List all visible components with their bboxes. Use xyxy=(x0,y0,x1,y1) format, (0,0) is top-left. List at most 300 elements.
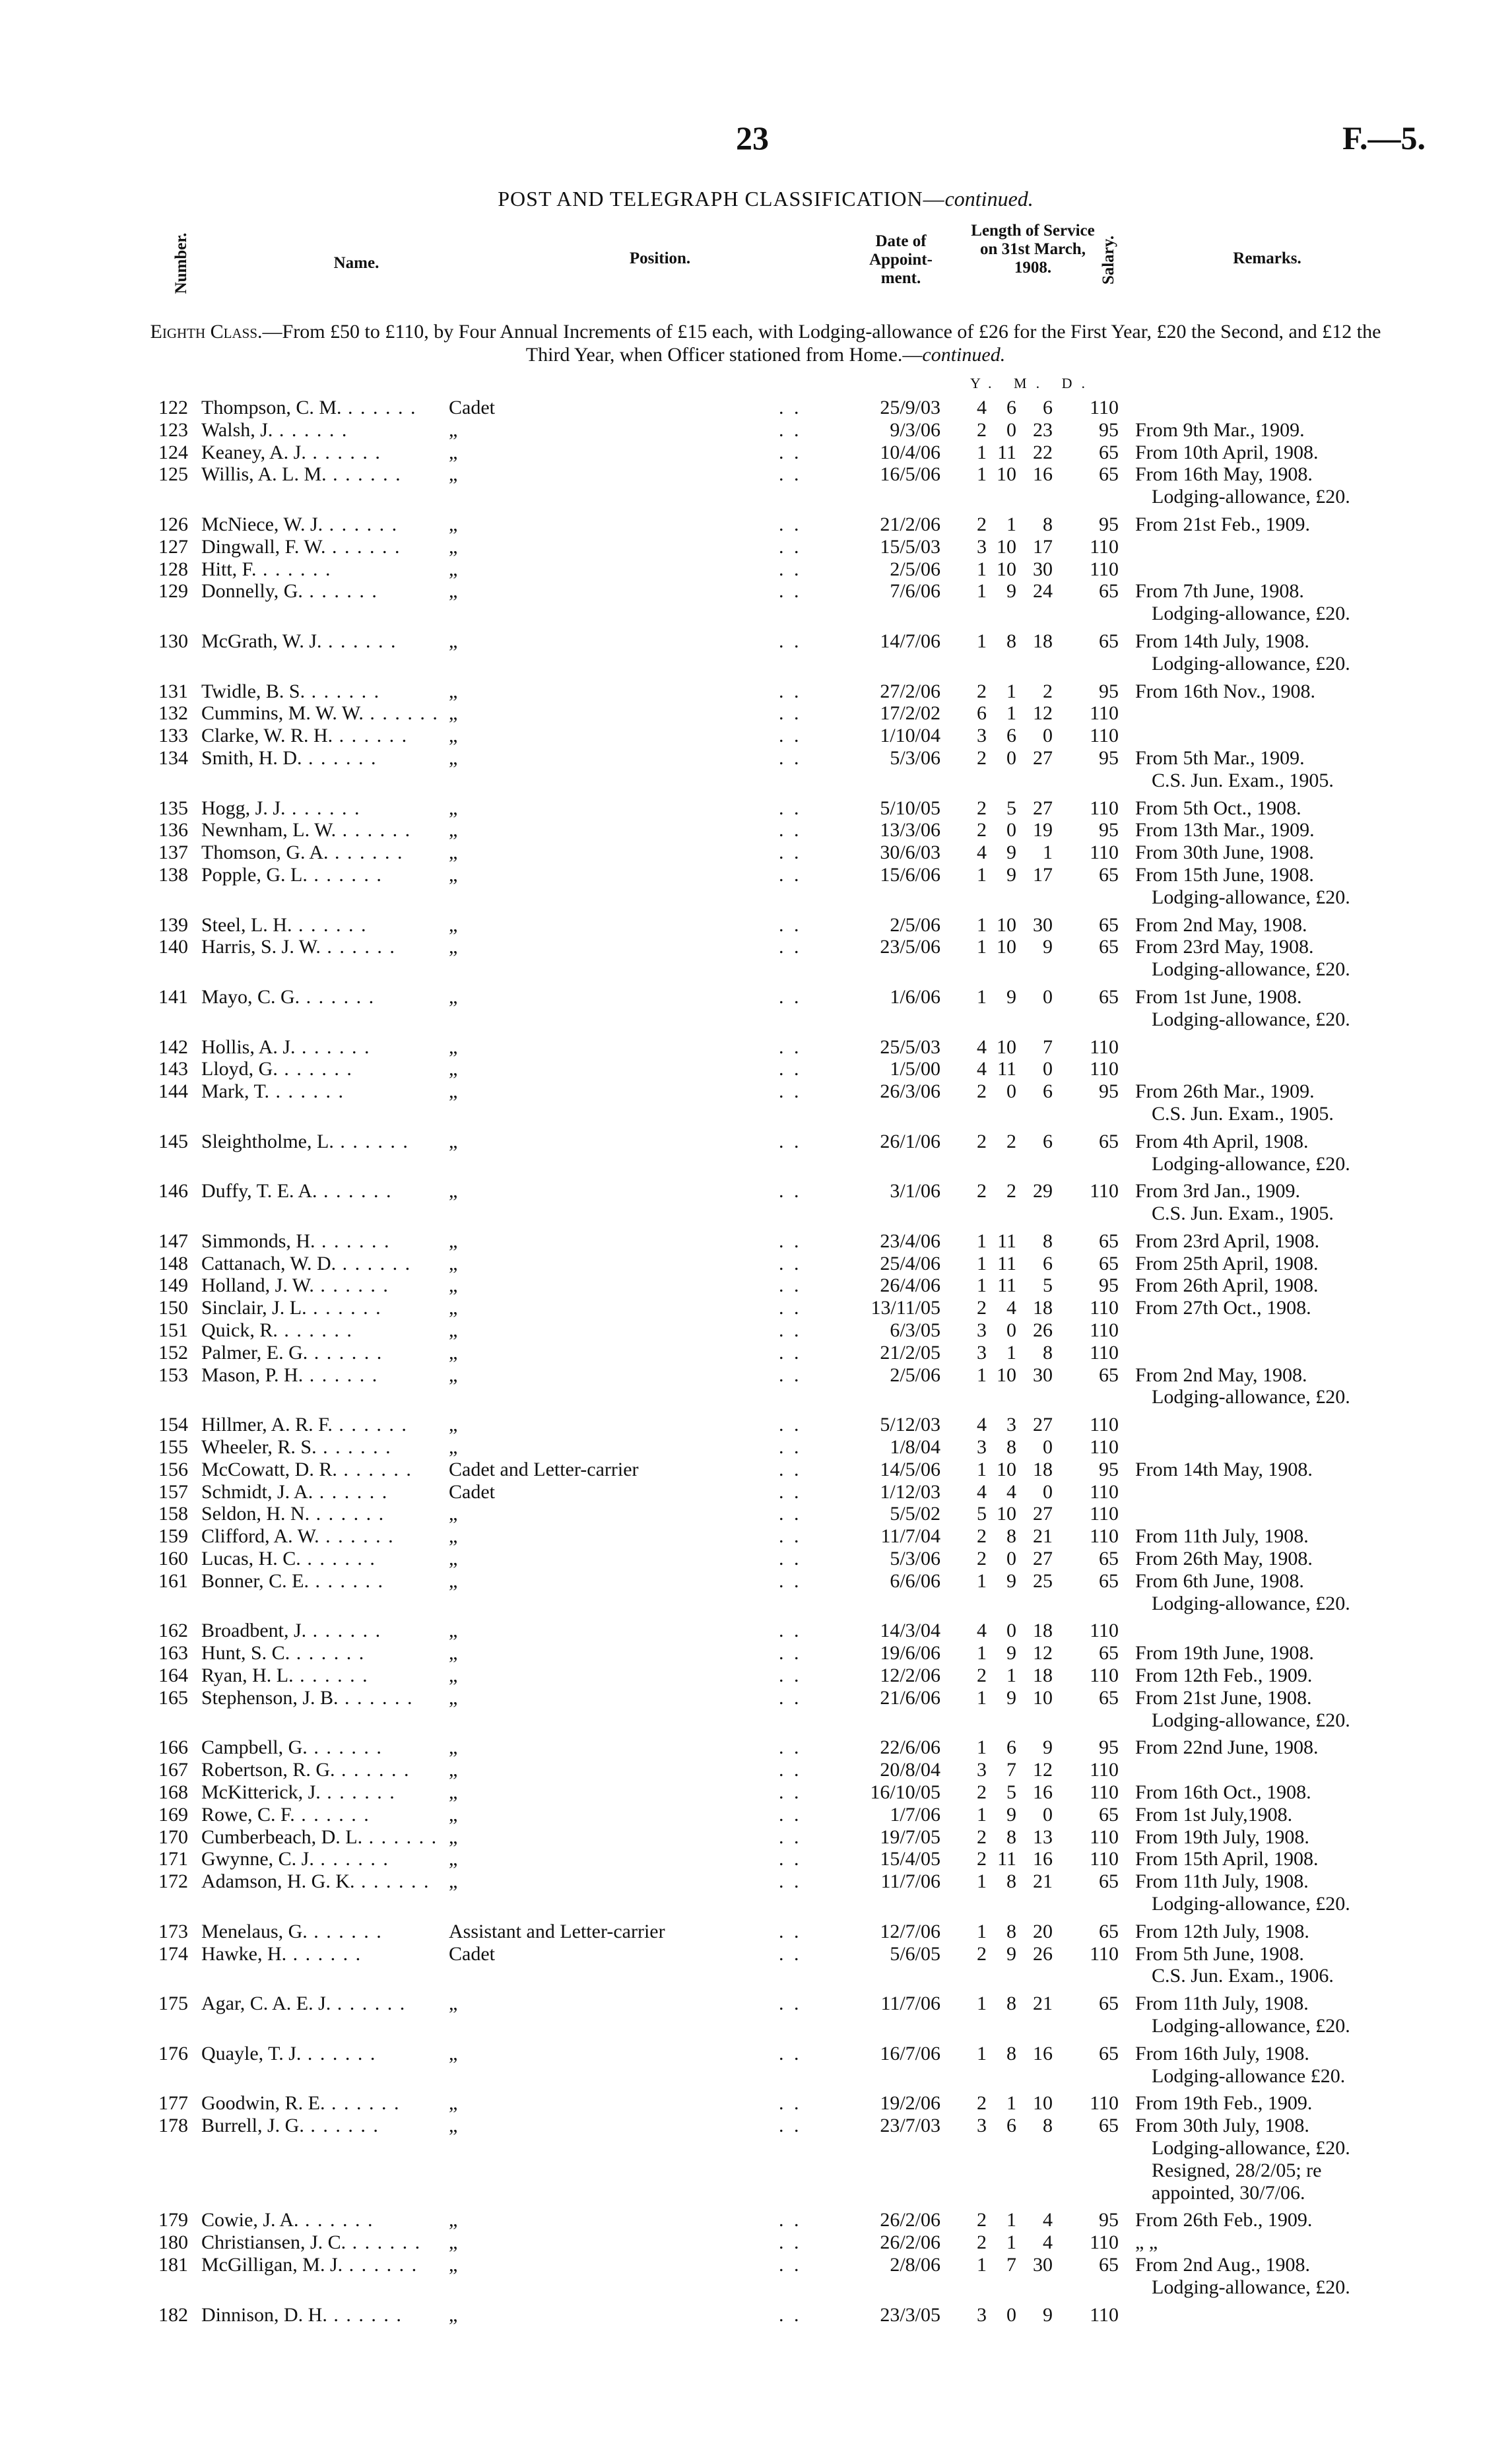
entry-salary: 110 xyxy=(1090,1058,1119,1080)
table-row xyxy=(0,1319,1512,1342)
entry-date: 25/9/03 xyxy=(880,397,940,418)
entry-number: 137 xyxy=(158,841,188,864)
entry-number: 162 xyxy=(158,1620,188,1642)
entry-days: 21 xyxy=(1033,1993,1053,2015)
entry-name: Hitt, F. . . xyxy=(201,558,478,581)
remark-line: From 12th Feb., 1909. xyxy=(1135,1665,1313,1687)
entry-days: 9 xyxy=(1043,1736,1053,1759)
remark-line: Lodging-allowance, £20. xyxy=(1152,603,1350,625)
entry-name: Gwynne, C. J. . . xyxy=(201,1848,478,1870)
entry-remarks xyxy=(1135,1297,1399,1319)
leader-dots: . . xyxy=(779,1620,802,1642)
leader-dots: . . xyxy=(779,1870,802,1893)
entry-months: 8 xyxy=(1006,1870,1016,1893)
entry-number: 173 xyxy=(158,1920,188,1942)
entry-number: 169 xyxy=(158,1803,188,1826)
entry-years: 2 xyxy=(977,513,987,535)
entry-position: „ xyxy=(449,985,458,1008)
entry-date: 9/3/06 xyxy=(890,418,940,441)
remark-line: Lodging-allowance, £20. xyxy=(1152,1386,1350,1408)
entry-remarks xyxy=(1135,1870,1399,1915)
remark-line: Lodging-allowance, £20. xyxy=(1152,1709,1350,1731)
entry-number: 142 xyxy=(158,1036,188,1058)
table-row xyxy=(0,513,1512,536)
entry-salary: 110 xyxy=(1090,1436,1119,1459)
entry-number: 172 xyxy=(158,1870,188,1893)
entry-salary: 95 xyxy=(1099,1458,1119,1480)
leader-dots: . . xyxy=(779,1503,802,1525)
entry-days: 0 xyxy=(1043,1436,1053,1459)
entry-remarks xyxy=(1135,1736,1399,1759)
entry-years: 1 xyxy=(977,985,987,1008)
entry-months: 7 xyxy=(1006,2253,1016,2276)
entry-position: „ xyxy=(449,1686,458,1709)
remark-line: From 7th June, 1908. xyxy=(1135,580,1304,603)
entry-years: 3 xyxy=(977,535,987,558)
entry-days: 16 xyxy=(1033,463,1053,486)
column-date: Date of Appoint-ment. xyxy=(869,232,933,287)
remark-line: C.S. Jun. Exam., 1905. xyxy=(1152,1203,1334,1225)
entry-date: 3/1/06 xyxy=(890,1180,940,1203)
entry-name: Menelaus, G. . . xyxy=(201,1921,478,1943)
entry-name: Wheeler, R. S. . . xyxy=(201,1436,478,1459)
remark-line: Lodging-allowance, £20. xyxy=(1152,1152,1350,1175)
entry-number: 124 xyxy=(158,441,188,463)
leader-dots: . . xyxy=(779,2042,802,2064)
leader-dots: . . xyxy=(779,1458,802,1480)
entry-date: 21/2/06 xyxy=(880,513,940,535)
entry-date: 12/2/06 xyxy=(880,1665,940,1687)
entry-position: „ xyxy=(449,680,458,702)
leader-dots: . . xyxy=(779,841,802,864)
column-salary: Salary. xyxy=(1100,235,1117,285)
entry-name: Cowie, J. A. . . xyxy=(201,2209,478,2231)
entry-salary: 110 xyxy=(1090,797,1119,819)
table-row xyxy=(0,1481,1512,1503)
entry-date: 10/4/06 xyxy=(880,441,940,463)
entry-position: „ xyxy=(449,863,458,886)
entry-name: Smith, H. D. . . xyxy=(201,747,478,770)
entry-number: 158 xyxy=(158,1503,188,1525)
entry-months: 2 xyxy=(1006,1180,1016,1203)
entry-salary: 110 xyxy=(1090,1341,1119,1364)
table-row xyxy=(0,580,1512,630)
entry-days: 30 xyxy=(1033,2253,1053,2276)
entry-name: Bonner, C. E. . . xyxy=(201,1570,478,1593)
entry-number: 128 xyxy=(158,558,188,580)
entry-position: Assistant and Letter-carrier xyxy=(449,1920,665,1942)
entry-remarks xyxy=(1135,864,1399,909)
entry-name: Christiansen, J. C. . . xyxy=(201,2231,478,2254)
table-row xyxy=(0,936,1512,986)
entry-salary: 110 xyxy=(1090,702,1119,725)
entry-months: 8 xyxy=(1006,1826,1016,1848)
entry-name: Mason, P. H. . . xyxy=(201,1364,478,1387)
leader-dots: . . xyxy=(779,1736,802,1759)
entry-number: 148 xyxy=(158,1252,188,1274)
entry-remarks xyxy=(1135,2231,1399,2254)
entry-salary: 110 xyxy=(1090,1180,1119,1203)
entry-date: 20/8/04 xyxy=(880,1759,940,1781)
remark-line: From 23rd May, 1908. xyxy=(1135,936,1314,958)
leader-dots: . . xyxy=(779,630,802,652)
leader-dots: . . xyxy=(779,985,802,1008)
remark-line: Lodging-allowance £20. xyxy=(1152,2064,1346,2087)
entry-months: 0 xyxy=(1006,418,1016,441)
entry-days: 29 xyxy=(1033,1180,1053,1203)
remark-line: From 27th Oct., 1908. xyxy=(1135,1297,1311,1319)
entry-remarks xyxy=(1135,841,1399,864)
table-row xyxy=(0,841,1512,864)
entry-number: 170 xyxy=(158,1826,188,1848)
entry-salary: 95 xyxy=(1099,680,1119,702)
entry-salary: 110 xyxy=(1090,1036,1119,1058)
entry-years: 1 xyxy=(977,1920,987,1942)
entry-remarks xyxy=(1135,1548,1399,1570)
years-months-days-label: Y. M. D. xyxy=(970,375,1095,391)
entry-remarks xyxy=(1135,580,1399,625)
entry-name: Agar, C. A. E. J. . . xyxy=(201,1993,478,2015)
entry-months: 9 xyxy=(1006,1803,1016,1826)
entry-salary: 65 xyxy=(1099,863,1119,886)
remark-line: From 14th July, 1908. xyxy=(1135,630,1309,652)
remark-line: From 16th Nov., 1908. xyxy=(1135,680,1316,702)
remark-line: From 11th July, 1908. xyxy=(1135,1993,1309,2015)
entry-remarks xyxy=(1135,2043,1399,2088)
entry-remarks xyxy=(1135,1848,1399,1870)
entry-days: 24 xyxy=(1033,580,1053,603)
remark-line: From 6th June, 1908. xyxy=(1135,1569,1304,1592)
entry-number: 134 xyxy=(158,746,188,769)
entry-years: 2 xyxy=(977,2209,987,2231)
entry-position: „ xyxy=(449,630,458,652)
entry-years: 3 xyxy=(977,1341,987,1364)
entry-name: Sinclair, J. L. . . xyxy=(201,1297,478,1319)
entry-months: 8 xyxy=(1006,1920,1016,1942)
entry-years: 3 xyxy=(977,725,987,747)
entry-name: Dingwall, F. W. . . xyxy=(201,536,478,558)
entry-salary: 65 xyxy=(1099,1130,1119,1152)
entry-date: 2/5/06 xyxy=(890,558,940,580)
entry-date: 25/5/03 xyxy=(880,1036,940,1058)
entry-remarks xyxy=(1135,2092,1399,2115)
entry-years: 1 xyxy=(977,1364,987,1386)
entry-months: 5 xyxy=(1006,1781,1016,1804)
remark-line: From 12th July, 1908. xyxy=(1135,1920,1309,1942)
entry-name: Hunt, S. C. . . xyxy=(201,1642,478,1665)
entry-years: 2 xyxy=(977,2231,987,2254)
leader-dots: . . xyxy=(779,1665,802,1687)
leader-dots: . . xyxy=(779,1920,802,1942)
entry-date: 7/6/06 xyxy=(890,580,940,603)
entry-date: 13/3/06 xyxy=(880,819,940,841)
entry-years: 4 xyxy=(977,1058,987,1080)
table-row xyxy=(0,1826,1512,1849)
entry-name: Cattanach, W. D. . . xyxy=(201,1253,478,1275)
entry-position: „ xyxy=(449,463,458,486)
entry-days: 18 xyxy=(1033,1458,1053,1480)
remark-line: From 14th May, 1908. xyxy=(1135,1458,1313,1480)
entry-position: „ xyxy=(449,1781,458,1804)
entry-days: 4 xyxy=(1043,2209,1053,2231)
entry-name: Adamson, H. G. K. . . xyxy=(201,1870,478,1893)
entry-position: Cadet xyxy=(449,397,495,418)
entry-months: 10 xyxy=(997,1458,1016,1480)
entry-months: 1 xyxy=(1006,1341,1016,1364)
leader-dots: . . xyxy=(779,1252,802,1274)
entry-salary: 110 xyxy=(1090,841,1119,864)
entry-days: 13 xyxy=(1033,1826,1053,1848)
entry-days: 8 xyxy=(1043,1341,1053,1364)
entry-months: 1 xyxy=(1006,680,1016,702)
leader-dots: . . xyxy=(779,2253,802,2276)
entry-salary: 65 xyxy=(1099,1993,1119,2015)
entry-position: „ xyxy=(449,2253,458,2276)
table-row xyxy=(0,558,1512,581)
entry-months: 6 xyxy=(1006,397,1016,418)
entry-salary: 95 xyxy=(1099,819,1119,841)
entry-salary: 95 xyxy=(1099,746,1119,769)
entry-number: 164 xyxy=(158,1665,188,1687)
remark-line: From 9th Mar., 1909. xyxy=(1135,418,1305,441)
entry-years: 2 xyxy=(977,1665,987,1687)
table-row xyxy=(0,2115,1512,2209)
entry-days: 9 xyxy=(1043,2303,1053,2326)
leader-dots: . . xyxy=(779,463,802,486)
entry-name: Stephenson, J. B. . . xyxy=(201,1687,478,1709)
entry-name: Hollis, A. J. . . xyxy=(201,1036,478,1059)
entry-date: 2/8/06 xyxy=(890,2253,940,2276)
entry-name: Goodwin, R. E. . . xyxy=(201,2092,478,2115)
entry-days: 20 xyxy=(1033,1920,1053,1942)
entry-days: 12 xyxy=(1033,1759,1053,1781)
entry-number: 123 xyxy=(158,418,188,441)
entry-remarks xyxy=(1135,630,1399,675)
entry-days: 0 xyxy=(1043,985,1053,1008)
entry-years: 2 xyxy=(977,819,987,841)
entry-remarks xyxy=(1135,1364,1399,1409)
entry-salary: 65 xyxy=(1099,580,1119,603)
entry-name: McKitterick, J. . . xyxy=(201,1781,478,1804)
remark-line: From 11th July, 1908. xyxy=(1135,1525,1309,1548)
entry-remarks xyxy=(1135,1080,1399,1125)
entry-position: „ xyxy=(449,1759,458,1781)
entry-remarks xyxy=(1135,1943,1399,1988)
leader-dots: . . xyxy=(779,2115,802,2137)
entry-years: 4 xyxy=(977,1620,987,1642)
remark-line: C.S. Jun. Exam., 1905. xyxy=(1152,769,1334,791)
entry-position: „ xyxy=(449,2115,458,2137)
entry-name: Broadbent, J. . . xyxy=(201,1620,478,1642)
entry-salary: 95 xyxy=(1099,1080,1119,1103)
remark-line: From 26th Feb., 1909. xyxy=(1135,2209,1313,2231)
entry-position: „ xyxy=(449,1252,458,1274)
entry-salary: 110 xyxy=(1090,1620,1119,1642)
entry-position: „ xyxy=(449,535,458,558)
entry-days: 16 xyxy=(1033,2042,1053,2064)
entry-days: 12 xyxy=(1033,1642,1053,1665)
document-title xyxy=(264,187,1267,211)
entry-months: 8 xyxy=(1006,1525,1016,1548)
entry-months: 1 xyxy=(1006,702,1016,725)
entry-salary: 110 xyxy=(1090,535,1119,558)
leader-dots: . . xyxy=(779,702,802,725)
entry-remarks xyxy=(1135,797,1399,820)
class-heading xyxy=(145,320,1386,366)
leader-dots: . . xyxy=(779,1230,802,1252)
entry-name: Seldon, H. N. . . xyxy=(201,1503,478,1525)
entry-position: „ xyxy=(449,513,458,535)
entry-name: Cumberbeach, D. L. . . xyxy=(201,1826,478,1849)
entry-salary: 110 xyxy=(1090,1319,1119,1342)
entry-date: 1/10/04 xyxy=(880,725,940,747)
entry-date: 30/6/03 xyxy=(880,841,940,864)
entry-years: 1 xyxy=(977,463,987,486)
leader-dots: . . xyxy=(779,2209,802,2231)
entry-months: 2 xyxy=(1006,1130,1016,1152)
entry-name: Robertson, R. G. . . xyxy=(201,1759,478,1781)
entry-remarks xyxy=(1135,986,1399,1031)
entry-date: 16/10/05 xyxy=(870,1781,940,1804)
entry-months: 0 xyxy=(1006,1080,1016,1103)
table-row xyxy=(0,1080,1512,1131)
table-row xyxy=(0,725,1512,747)
leader-dots: . . xyxy=(779,1548,802,1570)
entry-date: 26/2/06 xyxy=(880,2231,940,2254)
leader-dots: . . xyxy=(779,725,802,747)
entry-name: Steel, L. H. . . xyxy=(201,914,478,937)
table-row xyxy=(0,1036,1512,1059)
leader-dots: . . xyxy=(779,558,802,580)
table-row xyxy=(0,1131,1512,1181)
entry-days: 22 xyxy=(1033,441,1053,463)
entry-number: 132 xyxy=(158,702,188,725)
entry-months: 8 xyxy=(1006,2042,1016,2064)
entry-position: „ xyxy=(449,1230,458,1252)
entry-number: 144 xyxy=(158,1080,188,1103)
leader-dots: . . xyxy=(779,441,802,463)
entry-months: 9 xyxy=(1006,1942,1016,1965)
entry-days: 18 xyxy=(1033,1665,1053,1687)
entry-date: 26/4/06 xyxy=(880,1274,940,1297)
remark-line: appointed, 30/7/06. xyxy=(1152,2181,1305,2204)
remark-line: From 30th June, 1908. xyxy=(1135,841,1314,864)
table-row xyxy=(0,1781,1512,1804)
leader-dots: . . xyxy=(779,1480,802,1503)
entry-name: Schmidt, J. A. . . xyxy=(201,1481,478,1503)
leader-dots: . . xyxy=(779,1525,802,1548)
entry-position: „ xyxy=(449,1503,458,1525)
entry-date: 27/2/06 xyxy=(880,680,940,702)
entry-position: „ xyxy=(449,1848,458,1870)
entry-days: 8 xyxy=(1043,1230,1053,1252)
entry-date: 13/11/05 xyxy=(871,1297,940,1319)
entry-number: 139 xyxy=(158,913,188,936)
entry-number: 129 xyxy=(158,580,188,603)
entry-position: „ xyxy=(449,1297,458,1319)
entry-position: „ xyxy=(449,2231,458,2254)
entry-name: Holland, J. W. . . xyxy=(201,1274,478,1297)
entry-remarks xyxy=(1135,2209,1399,2231)
entry-number: 167 xyxy=(158,1759,188,1781)
entry-years: 3 xyxy=(977,2115,987,2137)
entry-days: 6 xyxy=(1043,1130,1053,1152)
entry-remarks xyxy=(1135,1921,1399,1943)
entry-position: „ xyxy=(449,1548,458,1570)
entry-years: 1 xyxy=(977,1569,987,1592)
table-row xyxy=(0,397,1512,419)
entry-remarks xyxy=(1135,747,1399,792)
entry-months: 7 xyxy=(1006,1759,1016,1781)
table-row xyxy=(0,819,1512,841)
entry-name: Campbell, G. . . xyxy=(201,1736,478,1759)
entry-days: 16 xyxy=(1033,1848,1053,1870)
leader-dots: . . xyxy=(779,819,802,841)
entry-date: 2/5/06 xyxy=(890,913,940,936)
entry-name: Burrell, J. G. . . xyxy=(201,2115,478,2137)
entry-days: 21 xyxy=(1033,1525,1053,1548)
remark-line: From 21st Feb., 1909. xyxy=(1135,513,1311,535)
title-text: POST AND TELEGRAPH CLASSIFICATION— xyxy=(498,187,945,211)
leader-dots: . . xyxy=(779,1942,802,1965)
leader-dots: . . xyxy=(779,1364,802,1386)
entry-number: 135 xyxy=(158,797,188,819)
entry-years: 1 xyxy=(977,936,987,958)
entry-date: 2/5/06 xyxy=(890,1364,940,1386)
entry-date: 1/6/06 xyxy=(890,985,940,1008)
remark-line: „ „ xyxy=(1135,2231,1158,2254)
entry-days: 2 xyxy=(1043,680,1053,702)
entry-remarks xyxy=(1135,463,1399,508)
table-row xyxy=(0,1274,1512,1297)
entry-years: 1 xyxy=(977,2253,987,2276)
entry-salary: 95 xyxy=(1099,1274,1119,1297)
entry-position: „ xyxy=(449,1036,458,1058)
entry-days: 8 xyxy=(1043,513,1053,535)
entry-years: 2 xyxy=(977,1130,987,1152)
leader-dots: . . xyxy=(779,1274,802,1297)
entry-years: 1 xyxy=(977,913,987,936)
entry-years: 4 xyxy=(977,1414,987,1436)
entry-months: 6 xyxy=(1006,1736,1016,1759)
leader-dots: . . xyxy=(779,2303,802,2326)
remark-line: From 19th July, 1908. xyxy=(1135,1826,1309,1848)
entry-position: „ xyxy=(449,1319,458,1342)
entry-years: 2 xyxy=(977,1826,987,1848)
table-row xyxy=(0,2304,1512,2326)
entry-months: 11 xyxy=(997,1230,1016,1252)
leader-dots: . . xyxy=(779,1341,802,1364)
entry-position: „ xyxy=(449,1803,458,1826)
table-row xyxy=(0,1503,1512,1525)
table-row xyxy=(0,2231,1512,2254)
remark-line: From 21st June, 1908. xyxy=(1135,1686,1312,1709)
leader-dots: . . xyxy=(779,418,802,441)
column-number: Number. xyxy=(172,232,190,294)
entry-days: 27 xyxy=(1033,797,1053,819)
entry-days: 30 xyxy=(1033,913,1053,936)
entry-position: „ xyxy=(449,2209,458,2231)
table-row xyxy=(0,1736,1512,1759)
remark-line: From 11th July, 1908. xyxy=(1135,1870,1309,1893)
entry-remarks xyxy=(1135,1253,1399,1275)
table-row xyxy=(0,463,1512,513)
class-label: Eighth Class. xyxy=(150,321,263,343)
remark-line: From 5th June, 1908. xyxy=(1135,1942,1304,1965)
entry-salary: 65 xyxy=(1099,1642,1119,1665)
leader-dots: . . xyxy=(779,1414,802,1436)
entry-number: 159 xyxy=(158,1525,188,1548)
